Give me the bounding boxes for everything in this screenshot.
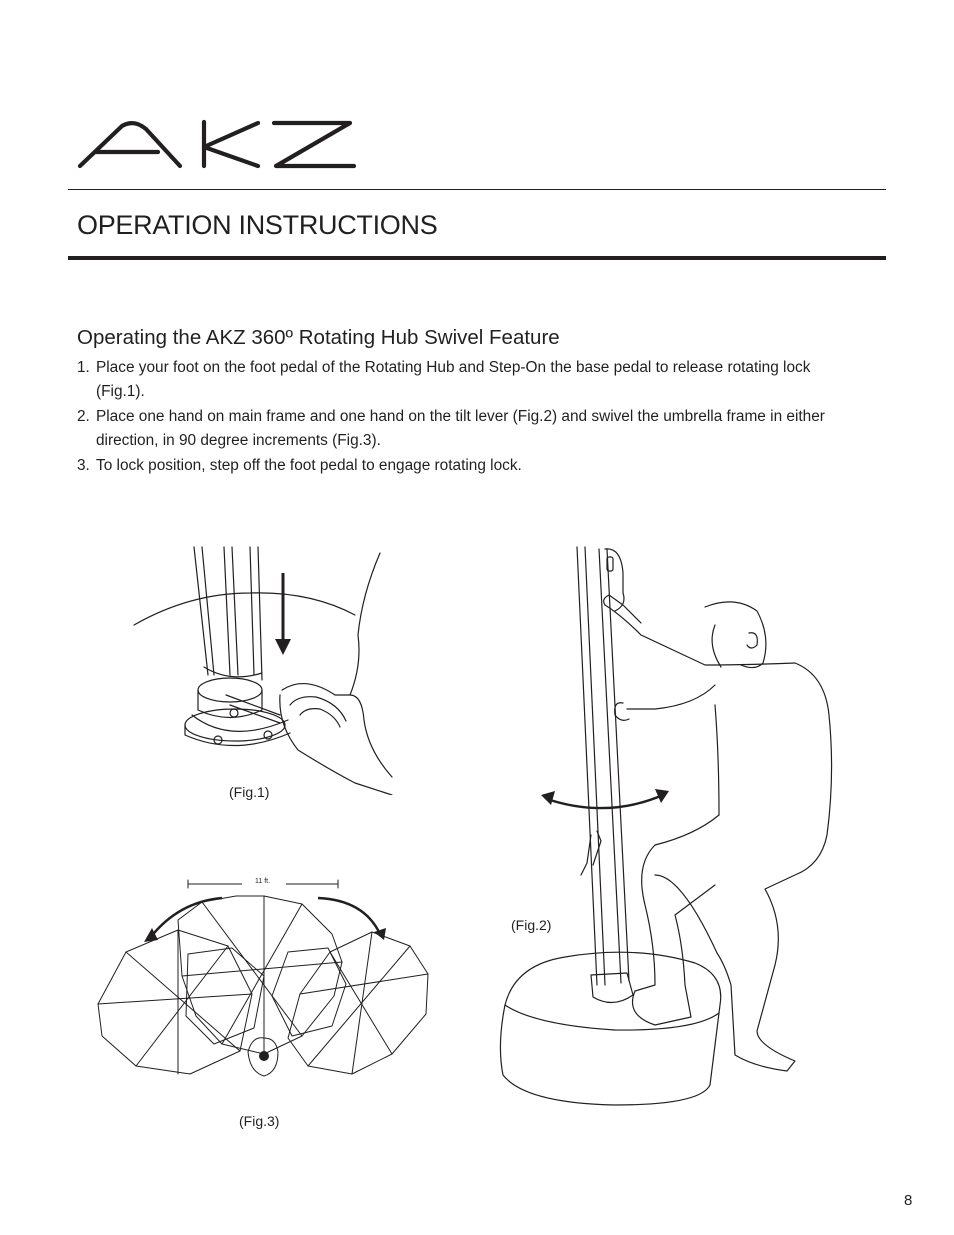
step-item: 1. Place your foot on the foot pedal of the Rotating Hub and Step-On the base pedal to release rotating lock (Fig.1). <box>77 359 811 401</box>
fig3-illustration <box>92 876 437 1081</box>
step-text: Place your foot on the foot pedal of the Rotating Hub and Step-On the base pedal to release rotating lock (Fig.1). <box>96 359 811 401</box>
step-item: 3. To lock position, step off the foot pedal to engage rotating lock. <box>77 456 522 474</box>
section-heading: Operating the AKZ 360º Rotating Hub Swivel Feature <box>77 326 560 349</box>
fig3-caption: (Fig.3) <box>239 1113 280 1129</box>
page-title: OPERATION INSTRUCTIONS <box>77 210 438 240</box>
step-text: To lock position, step off the foot pedal to engage rotating lock. <box>96 456 522 474</box>
fig1-caption: (Fig.1) <box>229 784 270 800</box>
header-divider <box>68 189 886 190</box>
akz-logo <box>76 116 358 174</box>
page-number: 8 <box>904 1192 913 1209</box>
step-text: Place one hand on main frame and one hand on the tilt lever (Fig.2) and swivel the umbrella frame in either direction, in 90 degree increments (Fig.3). <box>96 407 825 450</box>
fig2-caption: (Fig.2) <box>511 917 552 933</box>
step-item: 2. Place one hand on main frame and one hand on the tilt lever (Fig.2) and swivel the umbrella frame in either direction, in 90 degree increments (Fig.3). <box>77 407 825 450</box>
fig1-illustration <box>130 545 395 795</box>
fig2-illustration <box>495 545 845 1125</box>
fig3-dimension-label: 11 ft. <box>255 878 271 885</box>
title-underline <box>68 256 886 260</box>
instruction-steps <box>77 356 857 478</box>
